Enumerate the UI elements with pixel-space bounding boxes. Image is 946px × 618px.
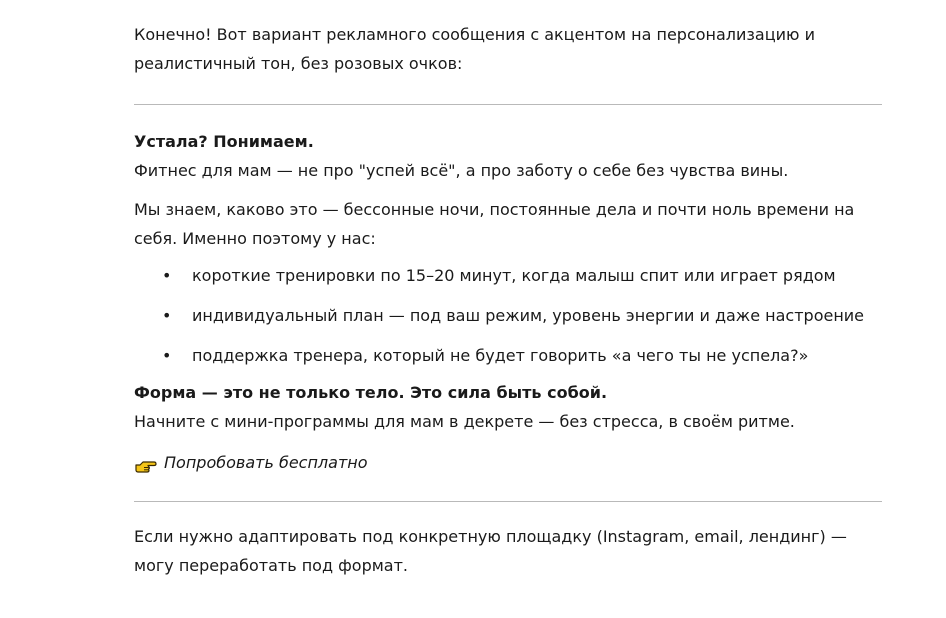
ad-subline: Фитнес для мам — не про "успей всё", а про заботу о себе без чувства вины.: [134, 161, 789, 180]
try-free-link[interactable]: Попробовать бесплатно: [164, 453, 368, 472]
pointing-hand-icon: [134, 455, 158, 471]
ad-section: [134, 105, 882, 477]
ad-body: Мы знаем, каково это — бессонные ночи, постоянные дела и почти ноль времени на себя. Именно поэтому у нас:: [134, 200, 855, 248]
bullet-icon: •: [162, 266, 172, 285]
bullet-icon: •: [162, 306, 172, 325]
list-item: [134, 261, 882, 290]
benefits-list: [134, 261, 882, 370]
list-item-text: поддержка тренера, который не будет говорить «а чего ты не успела?»: [192, 346, 809, 365]
bullet-icon: •: [162, 346, 172, 365]
list-item: [134, 301, 882, 330]
message-document: [134, 20, 882, 580]
ad-cta-text: Начните с мини-программы для мам в декрете — без стресса, в своём ритме.: [134, 412, 795, 431]
list-item-text: индивидуальный план — под ваш режим, уровень энергии и даже настроение: [192, 306, 865, 325]
ad-tagline: Форма — это не только тело. Это сила быть собой.: [134, 383, 608, 402]
ad-headline: Устала? Понимаем.: [134, 132, 314, 151]
try-free-cta[interactable]: [134, 448, 882, 477]
list-item-text: короткие тренировки по 15–20 минут, когда малыш спит или играет рядом: [192, 266, 836, 285]
list-item: [134, 341, 882, 370]
outro-paragraph: Если нужно адаптировать под конкретную площадку (Instagram, email, лендинг) — могу переработать под формат.: [134, 527, 847, 575]
intro-paragraph: Конечно! Вот вариант рекламного сообщения с акцентом на персонализацию и реалистичный тон, без розовых очков:: [134, 25, 815, 73]
